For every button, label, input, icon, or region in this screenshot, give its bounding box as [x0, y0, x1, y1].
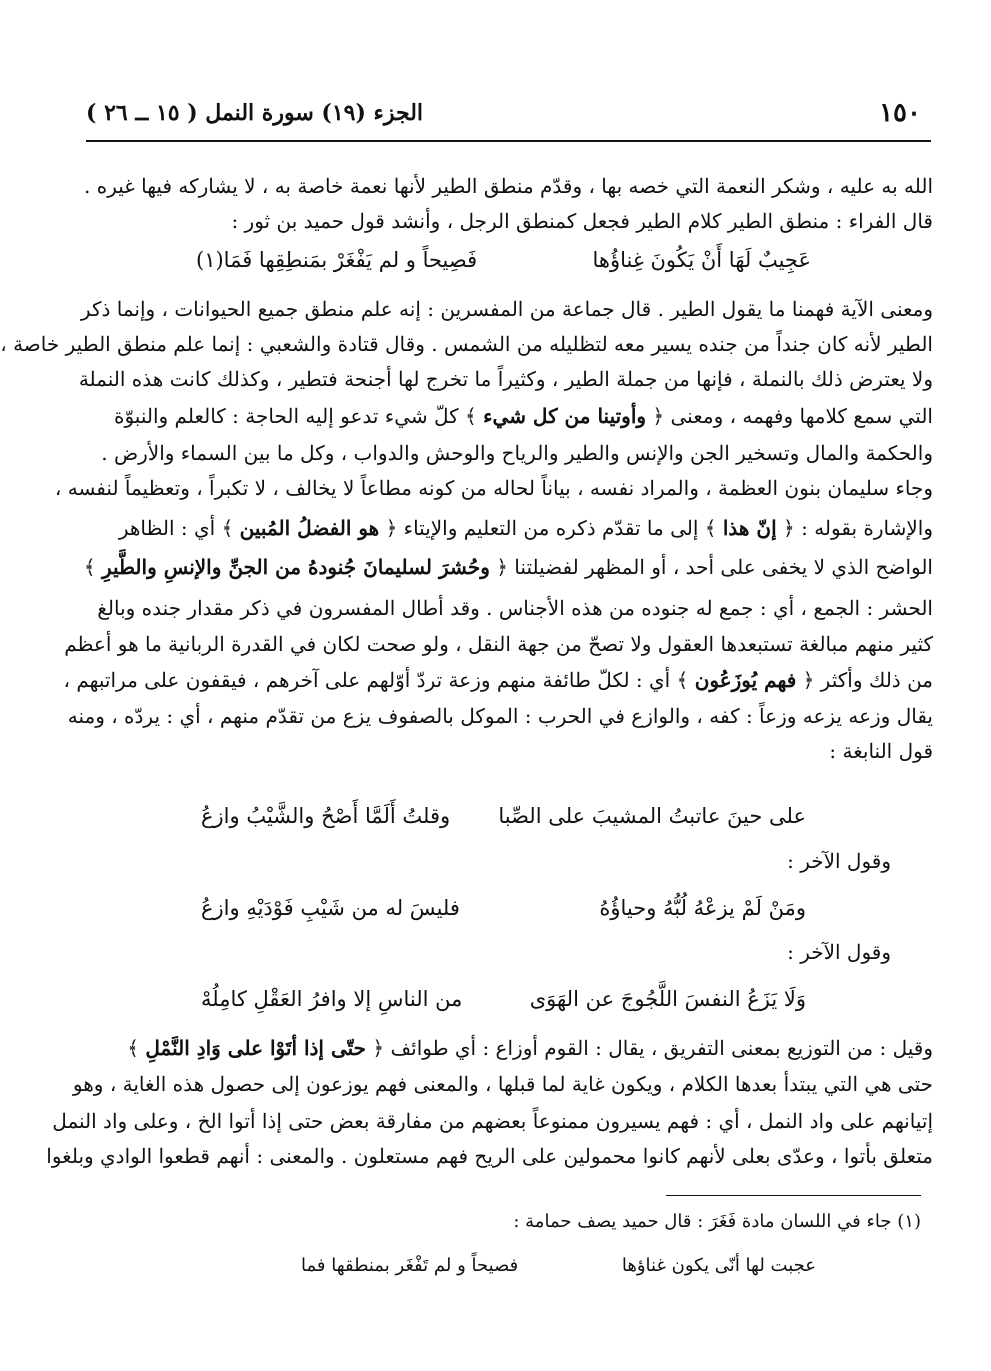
text-line: [88, 512, 933, 545]
quran-quote: وأوتينا من كل شيء: [483, 404, 647, 428]
text-run: الواضح الذي لا يخفى على أحد ، أو المظهر لفضيلتنا ﴿: [496, 555, 933, 579]
text-run: ﴾ أي : لكلّ طائفة منهم وزعة تردّ أوّلهم على آخرهم ، فيقفون على مراتبهم ،: [63, 668, 689, 692]
text-line: وقول الآخر :: [787, 940, 891, 964]
poem-verse: [196, 242, 811, 278]
text-line: [83, 551, 933, 584]
poem-verse: [201, 981, 806, 1017]
text-run: من ذلك وأكثر ﴿: [802, 668, 933, 692]
text-line: قول النابغة :: [829, 739, 933, 763]
text-line: حتى هي التي يبتدأ بعدها الكلام ، ويكون غاية لما قبلها ، والمعنى فهم يوزعون إلى حصول هذه الغاية ، وهو: [72, 1072, 933, 1096]
text-run: ﴾ إلى ما تقدّم ذكره من التعليم والإيتاء ﴿: [385, 516, 717, 540]
text-line: ومعنى الآية فهمنا ما يقول الطير . قال جماعة من المفسرين : إنه علم منطق جميع الحيوانات ، وإنما ذكر: [80, 297, 933, 321]
verse-first-hemistich: وَلَا يَزَعُ النفسَ اللَّجُوجَ عن الهَوَى: [529, 987, 806, 1011]
text-line: وجاء سليمان بنون العظمة ، والمراد نفسه ، بياناً لحاله من كونه مطاعاً لا يخالف ، لا تكبراً ، وتعظيماً لنفسه ،: [54, 476, 933, 500]
text-line: وقول الآخر :: [787, 849, 891, 873]
verse-second-hemistich: وقلتُ أَلَمَّا أَصْحُ والشَّيْبُ وازعُ: [201, 804, 451, 828]
header-rule: [86, 140, 931, 142]
verse-first-hemistich: عَجِيبٌ لَهَا أَنْ يَكُونَ غِناؤُها: [592, 248, 811, 272]
text-run: وقيل : من التوزيع بمعنى التفريق ، يقال : القوم أوزاع : أي طوائف ﴿: [372, 1036, 933, 1060]
page-header: [86, 98, 921, 138]
text-line: الله به عليه ، وشكر النعمة التي خصه بها ، وقدّم منطق الطير لأنها نعمة خاصة به ، لا يشاركه فيها غيره .: [84, 174, 933, 198]
text-run: والإشارة بقوله : ﴿: [783, 516, 933, 540]
quran-quote: إنّ هذا: [722, 516, 777, 540]
verse-second-hemistich: فليسَ له من شَيْبِ فَوْدَيْهِ وازعُ: [201, 896, 460, 920]
verse-second-hemistich: فَصِيحاً و لم يَفْغَرْ بمَنطِقِها فَمَا(١): [196, 248, 478, 272]
verse-first-hemistich: على حينَ عاتبتُ المشيبَ على الصِّبا: [498, 804, 806, 828]
footnote-verse: [301, 1248, 816, 1284]
text-line: [88, 400, 933, 433]
quran-quote: وحُشرَ لسليمانَ جُنودهُ من الجنِّ والإنسِ والطَّيرِ: [101, 555, 490, 579]
running-head: الجزء (١٩) سورة النمل ( ١٥ ــ ٢٦ ): [86, 100, 424, 126]
text-line: الطير لأنه كان جنداً من جنده يسير معه لتظليله من الشمس . وقال قتادة والشعبي : إنما علم منطق الطير خاصة ،: [0, 332, 933, 356]
poem-verse: [201, 798, 806, 834]
text-line: يقال وزعه يزعه وزعاً : كفه ، والوازع في الحرب : الموكل بالصفوف يزع من تقدّم منهم ، أي : يردّه ، ومنه: [67, 704, 933, 728]
text-run: ﴾ كلّ شيء تدعو إليه الحاجة : كالعلم والنبوّة: [113, 404, 477, 428]
text-line: متعلق بأتوا ، وعدّى بعلى لأنهم كانوا محمولين على الريح فهم مستعلون . والمعنى : أنهم قطعوا الوادي وبلغوا: [46, 1144, 933, 1168]
verse-second-hemistich: من الناسِ إلا وافرُ العَقْلِ كامِلُهْ: [201, 987, 463, 1011]
footnote-rule: [666, 1195, 921, 1196]
text-line: إتيانهم على واد النمل ، أي : فهم يسيرون ممنوعاً بعضهم من مفارقة بعض حتى إذا أتوا الخ ، وعلى واد النمل: [52, 1109, 933, 1133]
quran-quote: فهم يُوزَعُون: [694, 668, 797, 692]
text-run: ﴾ أي : الظاهر: [118, 516, 234, 540]
text-line: [63, 664, 933, 697]
text-line: كثير منهم مبالغة تستبعدها العقول ولا تصحّ من جهة النقل ، ولو صحت لكان في القدرة الربانية ما هو أعظم: [64, 632, 933, 656]
text-run: ﴾: [83, 555, 96, 579]
quran-quote: حتّى إذا أتَوْا على وَادِ النَّمْلِ: [145, 1036, 367, 1060]
text-line: ولا يعترض ذلك بالنملة ، فإنها من جملة الطير ، وكثيراً ما تخرج لها أجنحة فتطير ، وكذلك كانت هذه النملة: [78, 367, 933, 391]
text-run: التي سمع كلامها وفهمه ، ومعنى ﴿: [652, 404, 933, 428]
quran-quote: هو الفضلُ المُبين: [239, 516, 380, 540]
verse-first-hemistich: ومَنْ لَمْ يزعْهُ لُبُّهُ وحياؤُهُ: [599, 896, 806, 920]
text-line: والحكمة والمال وتسخير الجن والإنس والطير والرياح والوحش والدواب ، وكل ما بين السماء والأرض .: [101, 441, 933, 465]
text-line: الحشر : الجمع ، أي : جمع له جنوده من هذه الأجناس . وقد أطال المفسرون في ذكر مقدار جنده وبالغ: [97, 596, 933, 620]
footnote-text: (١) جاء في اللسان مادة فَغَرَ : قال حميد يصف حمامة :: [513, 1211, 921, 1232]
page-number: ١٥٠: [879, 98, 921, 128]
text-run: ﴾: [127, 1036, 139, 1060]
verse-second-hemistich: فصيحاً و لم تَفْغَر بمنطقها فما: [301, 1255, 519, 1276]
text-line: قال الفراء : منطق الطير كلام الطير فجعل كمنطق الرجل ، وأنشد قول حميد بن ثور :: [231, 209, 933, 233]
verse-first-hemistich: عجبت لها أنّى يكون غناؤها: [621, 1255, 816, 1276]
text-line: [88, 1032, 933, 1065]
poem-verse: [201, 890, 806, 926]
